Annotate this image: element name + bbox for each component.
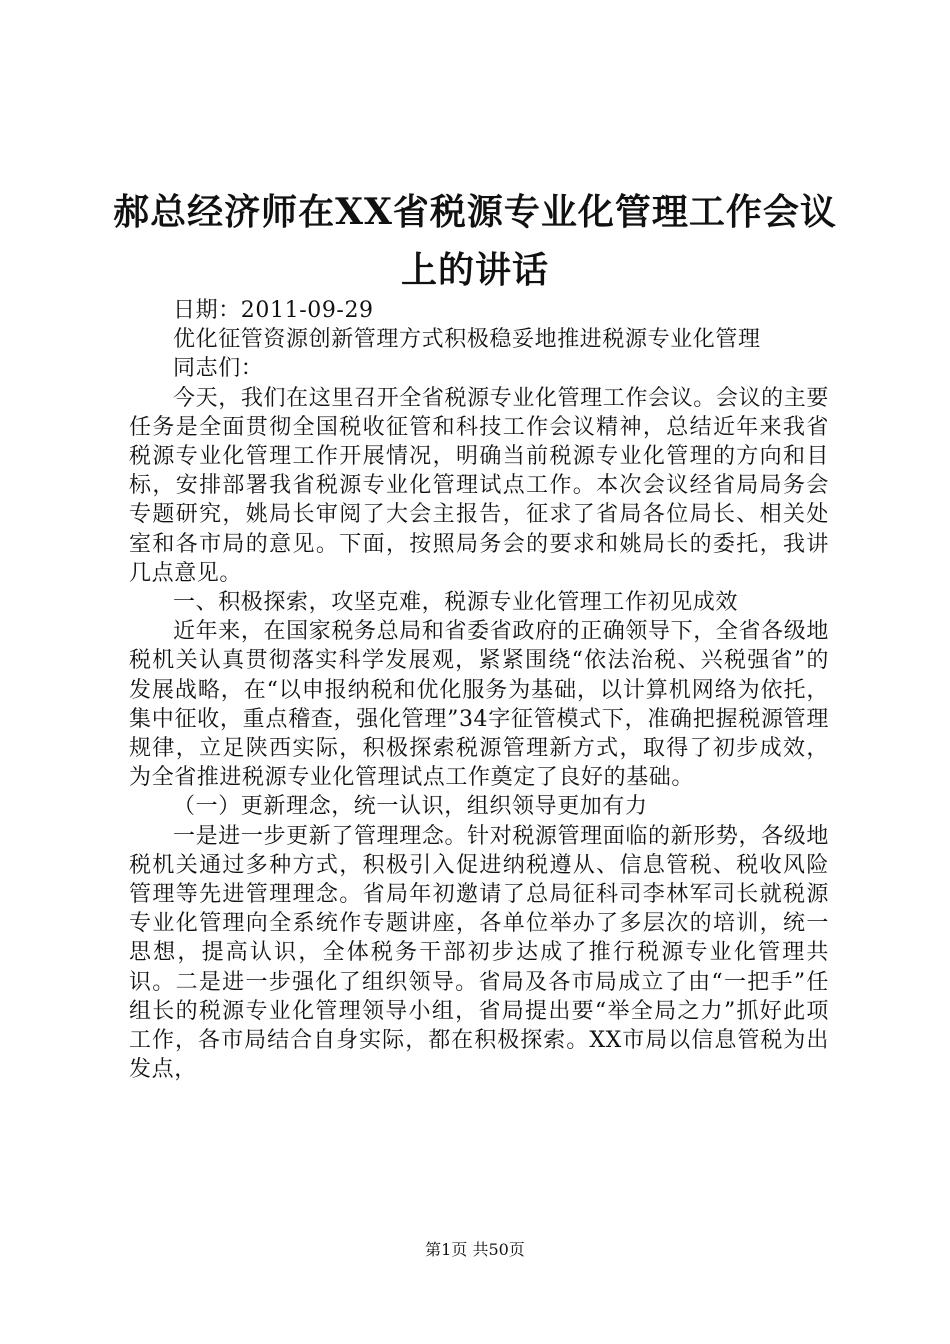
section-heading: 一、积极探索，攻坚克难，税源专业化管理工作初见成效 <box>173 590 739 616</box>
subtitle-paragraph: 优化征管资源创新管理方式积极稳妥地推进税源专业化管理 <box>173 327 761 353</box>
page-number-footer: 第1页 共50页 <box>425 1240 525 1259</box>
salutation: 同志们： <box>173 356 264 382</box>
subsection-heading: （一）更新理念，统一认识，组织领导更加有力 <box>173 794 648 820</box>
document-body <box>129 296 829 1084</box>
body-paragraph: 今天，我们在这里召开全省税源专业化管理工作会议。会议的主要任务是全面贯彻全国税收征管和科技工作会议精神，总结近年来我省税源专业化管理工作开展情况，明确当前税源专业化管理的方向和目标，安排部署我省税源专业化管理试点工作。本次会议经省局局务会专题研究，姚局长审阅了大会主报告，征求了省局各位局长、相关处室和各市局的意见。下面，按照局务会的要求和姚局长的委托，我讲几点意见。 <box>129 385 829 586</box>
document-title-line2: 上的讲话 <box>400 249 549 291</box>
document-title-line1: 郝总经济师在XX省税源专业化管理工作会议 <box>113 191 837 233</box>
body-paragraph: 近年来，在国家税务总局和省委省政府的正确领导下，全省各级地税机关认真贯彻落实科学发展观，紧紧围绕“依法治税、兴税强省”的发展战略，在“以申报纳税和优化服务为基础，以计算机网络为依托，集中征收，重点稽查，强化管理”34字征管模式下，准确把握税源管理规律，立足陕西实际，积极探索税源管理新方式，取得了初步成效，为全省推进税源专业化管理试点工作奠定了良好的基础。 <box>129 619 829 791</box>
body-paragraph: 一是进一步更新了管理理念。针对税源管理面临的新形势，各级地税机关通过多种方式，积极引入促进纳税遵从、信息管税、税收风险管理等先进管理理念。省局年初邀请了总局征科司李林军司长就税源专业化管理向全系统作专题讲座，各单位举办了多层次的培训，统一思想，提高认识，全体税务干部初步达成了推行税源专业化管理共识。二是进一步强化了组织领导。省局及各市局成立了由“一把手”任组长的税源专业化管理领导小组，省局提出要“举全局之力”抓好此项工作，各市局结合自身实际，都在积极探索。XX市局以信息管税为出发点， <box>129 823 829 1083</box>
date-line: 日期：2011-09-29 <box>173 298 374 323</box>
